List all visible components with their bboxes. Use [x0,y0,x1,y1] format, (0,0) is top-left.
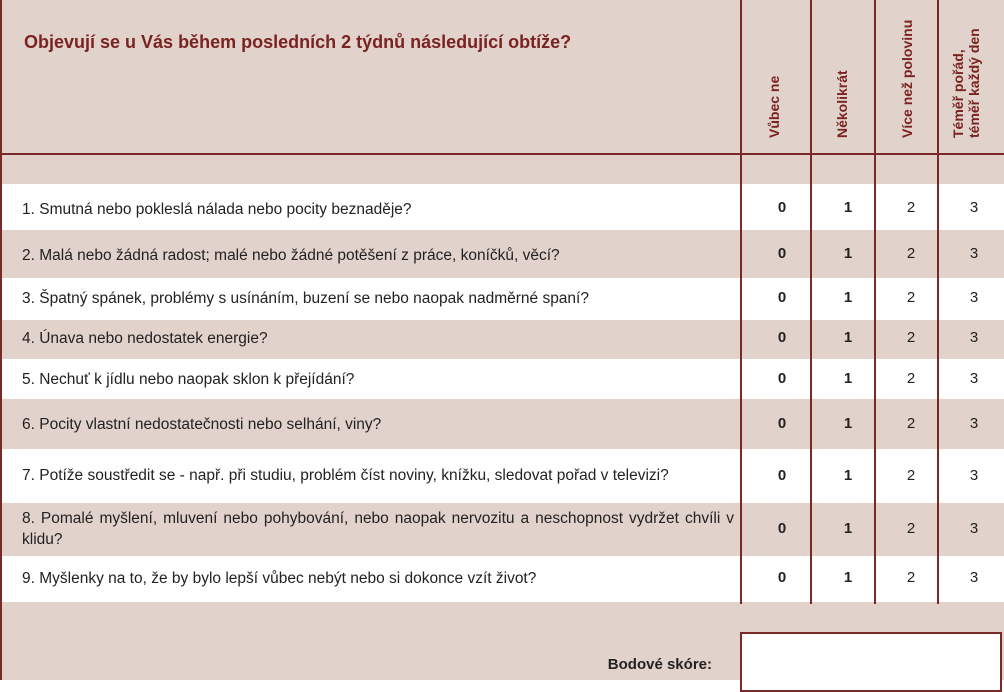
score-2[interactable]: 2 [906,520,916,537]
question-row-9 [22,567,734,589]
score-3[interactable]: 3 [969,199,979,216]
question-text: 9. Myšlenky na to, že by bylo lepší vůbec nebýt nebo si dokonce vzít život? [22,569,537,587]
score-3[interactable]: 3 [969,245,979,262]
score-3[interactable]: 3 [969,370,979,387]
question-row-6 [22,413,734,435]
score-2[interactable]: 2 [906,245,916,262]
question-row-1 [22,198,734,220]
score-1[interactable]: 1 [843,370,853,387]
score-0[interactable]: 0 [777,520,787,537]
question-row-2 [22,244,734,266]
question-text: 5. Nechuť k jídlu nebo naopak sklon k přejídání? [22,370,355,388]
question-text: 3. Špatný spánek, problémy s usínáním, buzení se nebo naopak nadměrné spaní? [22,289,589,307]
score-1[interactable]: 1 [843,199,853,216]
score-2[interactable]: 2 [906,329,916,346]
question-row-4 [22,327,734,349]
score-2[interactable]: 2 [906,569,916,586]
score-total-field[interactable] [740,632,1002,692]
score-3[interactable]: 3 [969,415,979,432]
question-text: 4. Únava nebo nedostatek energie? [22,329,268,347]
score-2[interactable]: 2 [906,415,916,432]
score-0[interactable]: 0 [777,467,787,484]
score-3[interactable]: 3 [969,329,979,346]
question-row-5 [22,368,734,390]
score-1[interactable]: 1 [843,415,853,432]
score-0[interactable]: 0 [777,289,787,306]
question-text: 7. Potíže soustředit se - např. při studiu, problém číst noviny, knížku, sledovat pořad v televizi? [22,466,669,484]
score-0[interactable]: 0 [777,415,787,432]
question-row-7 [22,453,734,497]
question-text: 8. Pomalé myšlení, mluvení nebo pohybování, nebo naopak nervozitu a neschopnost vydržet chvíli v klidu? [22,510,734,548]
score-0[interactable]: 0 [777,569,787,586]
page-title: Objevují se u Vás během posledních 2 týdnů následující obtíže? [24,32,572,52]
question-text: 6. Pocity vlastní nedostatečnosti nebo selhání, viny? [22,415,382,433]
header-band [2,0,1004,154]
score-0[interactable]: 0 [777,370,787,387]
question-text: 1. Smutná nebo pokleslá nálada nebo pocity beznaděje? [22,200,412,218]
score-1[interactable]: 1 [843,329,853,346]
question-row-3 [22,287,734,309]
score-1[interactable]: 1 [843,467,853,484]
question-row-8 [22,507,734,551]
score-3[interactable]: 3 [969,467,979,484]
score-3[interactable]: 3 [969,289,979,306]
score-1[interactable]: 1 [843,569,853,586]
score-1[interactable]: 1 [843,520,853,537]
score-3[interactable]: 3 [969,569,979,586]
score-3[interactable]: 3 [969,520,979,537]
spacer-band [2,154,1004,184]
score-2[interactable]: 2 [906,370,916,387]
question-text: 2. Malá nebo žádná radost; malé nebo žádné potěšení z práce, koníčků, věcí? [22,246,560,264]
score-0[interactable]: 0 [777,245,787,262]
score-2[interactable]: 2 [906,289,916,306]
score-0[interactable]: 0 [777,329,787,346]
score-1[interactable]: 1 [843,289,853,306]
score-0[interactable]: 0 [777,199,787,216]
score-total-label: Bodové skóre: [607,656,712,673]
score-2[interactable]: 2 [906,467,916,484]
score-1[interactable]: 1 [843,245,853,262]
score-2[interactable]: 2 [906,199,916,216]
